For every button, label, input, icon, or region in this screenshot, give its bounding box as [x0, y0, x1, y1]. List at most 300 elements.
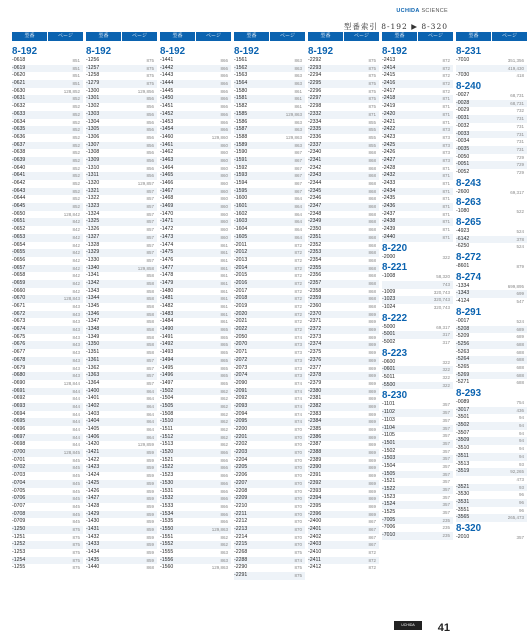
index-row	[12, 541, 83, 549]
model-code: -1430	[86, 518, 100, 525]
model-code: -1323	[86, 203, 100, 210]
page-ref: 524	[516, 318, 524, 324]
page-ref: 547	[516, 299, 524, 305]
page-ref: 129,859	[137, 442, 154, 448]
index-column	[234, 32, 305, 610]
page-ref: 873	[294, 342, 302, 348]
model-code: -0660	[12, 287, 26, 294]
page-ref: 868	[368, 242, 376, 248]
model-code: -1406	[86, 433, 100, 440]
model-code: -2403	[308, 541, 322, 548]
page-ref: 845	[72, 496, 80, 502]
page-ref: 865	[220, 327, 228, 333]
model-code: -1581	[234, 95, 248, 102]
model-code: -1251	[12, 533, 26, 540]
index-row	[12, 311, 83, 319]
page-ref: 861	[220, 242, 228, 248]
model-code: -0670	[12, 295, 26, 302]
page-ref: 856	[146, 104, 154, 110]
index-row	[234, 518, 305, 526]
model-code: -0705	[12, 487, 26, 494]
index-row	[382, 432, 453, 440]
index-row	[12, 72, 83, 80]
index-row	[456, 326, 527, 334]
index-row	[234, 57, 305, 65]
index-row	[160, 357, 231, 365]
index-row	[234, 249, 305, 257]
index-row	[86, 526, 157, 534]
model-code: -2000	[382, 253, 396, 260]
model-code: -2213	[234, 525, 248, 532]
index-row	[234, 564, 305, 572]
page-ref: 69,317	[510, 189, 524, 195]
index-row	[86, 326, 157, 334]
page-ref: 872	[442, 81, 450, 87]
model-code: -2400	[308, 518, 322, 525]
model-code: -2375	[308, 349, 322, 356]
index-row	[160, 395, 231, 403]
model-code: -1256	[86, 57, 100, 63]
index-row	[234, 480, 305, 488]
index-row	[308, 288, 379, 296]
index-row	[160, 557, 231, 565]
index-row	[456, 514, 527, 522]
page-ref: 852	[72, 111, 80, 117]
index-row	[12, 557, 83, 565]
model-code: -0658	[12, 272, 26, 279]
model-code: -1340	[86, 264, 100, 271]
page-ref: 869	[368, 465, 376, 471]
header-page: ページ	[491, 32, 527, 41]
page-ref: 868	[368, 157, 376, 163]
page-ref: 731	[516, 116, 524, 122]
page-ref: 842	[72, 242, 80, 248]
index-row	[382, 296, 453, 304]
page-ref: 729	[516, 162, 524, 168]
model-code: -1400	[86, 387, 100, 394]
index-row	[456, 453, 527, 461]
model-code: -0032	[456, 122, 470, 129]
page-ref: 868	[368, 181, 376, 186]
index-row	[12, 265, 83, 273]
index-row	[86, 411, 157, 419]
model-code: -1533	[160, 502, 174, 509]
index-row	[456, 468, 527, 476]
model-code: -1552	[160, 541, 174, 548]
model-code: -2377	[308, 364, 322, 371]
index-row	[456, 243, 527, 251]
index-row	[234, 280, 305, 288]
page-ref: 875	[294, 573, 302, 579]
page-ref: 859	[146, 542, 154, 548]
index-row	[12, 249, 83, 257]
model-code: -1580	[234, 87, 248, 94]
model-code: -0645	[12, 203, 26, 210]
page-ref: 868	[368, 211, 376, 217]
page-ref: 871	[442, 219, 450, 225]
page-ref: 869	[368, 403, 376, 409]
page-ref: 524	[516, 229, 524, 234]
index-row	[12, 234, 83, 242]
model-code: -0655	[12, 249, 26, 256]
model-code: -3519	[456, 468, 470, 475]
page-ref: 866	[220, 127, 228, 133]
model-code: -1523	[382, 493, 396, 500]
model-code: -5263	[456, 348, 470, 355]
model-code: -2420	[382, 110, 396, 117]
page-ref: 875	[368, 58, 376, 63]
index-row	[86, 457, 157, 465]
model-code: -2070	[234, 341, 248, 348]
page-ref: 436	[516, 407, 524, 413]
page-ref: 866	[220, 119, 228, 125]
page-ref: 863	[294, 58, 302, 63]
model-code: -2395	[308, 502, 322, 509]
index-row	[382, 409, 453, 417]
page-ref: 729	[516, 169, 524, 175]
model-code: -1304	[86, 118, 100, 125]
model-code: -0657	[12, 264, 26, 271]
index-row	[234, 464, 305, 472]
model-code: -1590	[234, 149, 248, 156]
model-code: -0034	[456, 138, 470, 145]
model-code: -2337	[308, 141, 322, 148]
page-ref: 875	[294, 565, 302, 571]
page-ref: 859	[146, 488, 154, 494]
model-code: -1562	[234, 64, 248, 71]
index-row	[12, 80, 83, 88]
index-row	[234, 365, 305, 373]
page-ref: 866	[220, 503, 228, 509]
page-ref: 858	[146, 327, 154, 333]
index-row	[12, 134, 83, 142]
page-ref: 857	[146, 257, 154, 263]
model-code: -2412	[308, 564, 322, 571]
index-row	[456, 161, 527, 169]
model-code: -1495	[160, 364, 174, 371]
model-code: -1101	[382, 401, 395, 408]
model-code: -1563	[234, 72, 248, 79]
index-row	[382, 401, 453, 409]
index-row	[456, 356, 527, 364]
page-ref: 94	[518, 446, 524, 452]
page-ref: 856	[146, 127, 154, 133]
model-code: -2090	[234, 379, 248, 386]
model-code: -2351	[308, 233, 322, 240]
index-row	[12, 426, 83, 434]
model-code: -1309	[86, 156, 100, 163]
index-row	[308, 172, 379, 180]
page-ref: 861	[220, 265, 228, 271]
model-code: -2439	[382, 226, 396, 233]
index-row	[86, 188, 157, 196]
page-ref: 872	[294, 319, 302, 325]
page-ref: 94	[518, 438, 524, 444]
page-ref: 864	[294, 227, 302, 233]
model-code: -1522	[160, 464, 174, 471]
page-ref: 322	[442, 382, 450, 388]
page-ref: 860	[220, 211, 228, 217]
model-code: -1329	[86, 249, 100, 256]
index-column	[382, 32, 453, 610]
page-ref: 852	[72, 96, 80, 102]
index-row	[382, 149, 453, 157]
index-row	[234, 403, 305, 411]
model-code: -1258	[86, 72, 100, 79]
index-row	[12, 549, 83, 557]
page-ref: 845	[72, 519, 80, 525]
index-row	[160, 203, 231, 211]
header-code: 型番	[320, 33, 331, 39]
index-row	[160, 434, 231, 442]
index-row	[456, 414, 527, 422]
page-ref: 861	[220, 257, 228, 263]
page-ref: 129,857	[137, 181, 154, 186]
page-ref: 875	[146, 58, 154, 63]
page-ref: 863	[294, 81, 302, 87]
model-code: -1452	[160, 110, 174, 117]
page-ref: 862	[220, 534, 228, 540]
model-code: -2392	[308, 479, 322, 486]
index-row	[160, 311, 231, 319]
model-code: -2373	[308, 333, 322, 340]
page-ref: 844	[72, 442, 80, 448]
model-code: -0659	[12, 279, 26, 286]
model-code: -2352	[308, 241, 322, 248]
index-row	[86, 472, 157, 480]
model-code: -0634	[12, 118, 26, 125]
page-ref: 872	[442, 58, 450, 63]
page-ref: 852	[72, 204, 80, 210]
page-ref: 866	[220, 88, 228, 94]
model-code: -2386	[308, 433, 322, 440]
page-ref: 857	[146, 188, 154, 194]
page-ref: 866	[220, 58, 228, 63]
index-row	[160, 257, 231, 265]
index-row	[234, 334, 305, 342]
index-row	[12, 518, 83, 526]
index-row	[234, 226, 305, 234]
model-code: -1531	[160, 487, 174, 494]
model-code: -1023	[382, 296, 396, 303]
index-row	[308, 372, 379, 380]
index-row	[456, 491, 527, 499]
index-row	[12, 280, 83, 288]
page-ref: 844	[72, 403, 80, 409]
page-ref: 857	[146, 250, 154, 256]
page-ref: 860	[220, 173, 228, 179]
index-row	[308, 511, 379, 519]
page-ref: 871	[442, 181, 450, 186]
page-ref: 858	[146, 319, 154, 325]
model-code: -1555	[160, 549, 174, 555]
column-header	[382, 32, 453, 41]
model-code: -1601	[234, 203, 248, 210]
model-code: -0700	[12, 449, 26, 456]
index-row	[160, 265, 231, 273]
page-ref: 378	[516, 236, 524, 242]
model-code: -1361	[86, 356, 100, 363]
model-code: -0650	[12, 210, 26, 217]
index-row	[308, 441, 379, 449]
page-ref: 688	[516, 357, 524, 363]
index-row	[234, 341, 305, 349]
page-ref: 862	[220, 388, 228, 394]
page-ref: 843	[72, 311, 80, 317]
index-row	[160, 288, 231, 296]
index-row	[160, 380, 231, 388]
index-row	[86, 149, 157, 157]
index-row	[382, 95, 453, 103]
index-row	[160, 503, 231, 511]
model-code: -2292	[308, 57, 322, 63]
model-code: -2334	[308, 118, 322, 125]
model-code: -2344	[308, 180, 322, 186]
model-code: -1564	[234, 80, 248, 87]
page-ref: 859	[146, 511, 154, 517]
model-code: -2296	[308, 87, 322, 94]
index-row	[12, 464, 83, 472]
model-code: -1435	[86, 556, 100, 563]
index-row	[382, 57, 453, 65]
index-row	[456, 507, 527, 515]
page-ref: 867	[368, 534, 376, 540]
index-column	[160, 32, 231, 610]
index-row	[308, 188, 379, 196]
index-row	[382, 72, 453, 80]
model-code: -1441	[160, 57, 174, 63]
index-row	[382, 188, 453, 196]
model-code: -2349	[308, 218, 322, 225]
index-row	[456, 422, 527, 430]
model-code: -0678	[12, 356, 26, 363]
model-code: -1490	[160, 326, 174, 333]
page-ref: 862	[220, 542, 228, 548]
index-row	[12, 195, 83, 203]
index-row	[234, 457, 305, 465]
index-row	[234, 80, 305, 88]
page-ref: 856	[146, 173, 154, 179]
page-ref: 852	[72, 173, 80, 179]
page-ref: 857	[146, 204, 154, 210]
index-row	[86, 295, 157, 303]
index-row	[86, 288, 157, 296]
index-row	[234, 441, 305, 449]
index-row	[86, 480, 157, 488]
model-code: -1472	[160, 226, 174, 233]
page-ref: 875	[368, 65, 376, 71]
index-row	[12, 511, 83, 519]
header-page: ページ	[343, 32, 379, 41]
series-heading: 8-192	[234, 46, 260, 57]
model-code: -3530	[456, 491, 470, 498]
index-row	[234, 534, 305, 542]
page-ref: 473	[516, 476, 524, 482]
page-ref: 860	[220, 227, 228, 233]
index-row	[382, 234, 453, 242]
index-row	[308, 272, 379, 280]
index-row	[234, 103, 305, 111]
page-ref: 842	[72, 250, 80, 256]
page-ref: 867	[294, 157, 302, 163]
model-code: -3513	[456, 460, 470, 467]
index-row	[456, 372, 527, 380]
page-ref: 859	[146, 457, 154, 463]
page-ref: 872	[294, 250, 302, 256]
index-row	[160, 242, 231, 250]
index-row	[86, 111, 157, 119]
model-code: -1454	[160, 126, 174, 133]
index-row	[234, 157, 305, 165]
model-code: -2050	[234, 333, 248, 340]
model-code: -3565	[456, 514, 470, 521]
model-code: -5209	[456, 333, 470, 340]
index-row	[308, 534, 379, 542]
page-ref: 873	[442, 134, 450, 140]
model-code: -2359	[308, 295, 322, 302]
model-code: -1469	[160, 203, 174, 210]
index-row	[234, 357, 305, 365]
model-code: -1350	[86, 341, 100, 348]
page-ref: 851	[72, 73, 80, 79]
index-row	[382, 218, 453, 226]
page-ref: 860	[220, 165, 228, 171]
model-code: -1009	[382, 288, 396, 295]
model-code: -2423	[382, 133, 396, 140]
model-code: -1343	[456, 290, 470, 297]
index-row	[86, 218, 157, 226]
model-code: -2379	[308, 379, 322, 386]
index-row	[86, 464, 157, 472]
index-row	[308, 418, 379, 426]
index-row	[308, 464, 379, 472]
model-code: -2425	[382, 141, 396, 148]
series-heading: 8-240	[456, 81, 482, 93]
model-code: -0600	[382, 358, 396, 365]
model-code: -2380	[308, 387, 322, 394]
page-ref: 864	[294, 204, 302, 210]
page-ref: 870	[294, 450, 302, 456]
page-ref: 869	[368, 411, 376, 417]
index-row	[308, 126, 379, 134]
model-code: -2203	[234, 449, 248, 456]
index-row	[234, 326, 305, 334]
page-ref: 357	[442, 433, 450, 439]
page-ref: 731	[516, 139, 524, 145]
index-row	[12, 526, 83, 534]
model-code: -0051	[456, 161, 470, 168]
index-row	[308, 365, 379, 373]
page-ref: 92,265	[510, 469, 524, 475]
page-ref: 852	[72, 188, 80, 194]
index-row	[308, 157, 379, 165]
page-ref: 868	[368, 296, 376, 302]
index-row	[160, 295, 231, 303]
page-ref: 872	[294, 265, 302, 271]
index-row	[234, 126, 305, 134]
index-row	[12, 218, 83, 226]
index-row	[160, 172, 231, 180]
page-ref: 871	[442, 196, 450, 202]
column-header	[12, 32, 83, 41]
index-row	[308, 142, 379, 150]
model-code: -1443	[160, 72, 174, 79]
index-row	[12, 149, 83, 157]
model-code: -1474	[160, 241, 174, 248]
page-ref: 864	[146, 388, 154, 394]
index-row	[160, 226, 231, 234]
model-code: -1451	[160, 103, 174, 110]
